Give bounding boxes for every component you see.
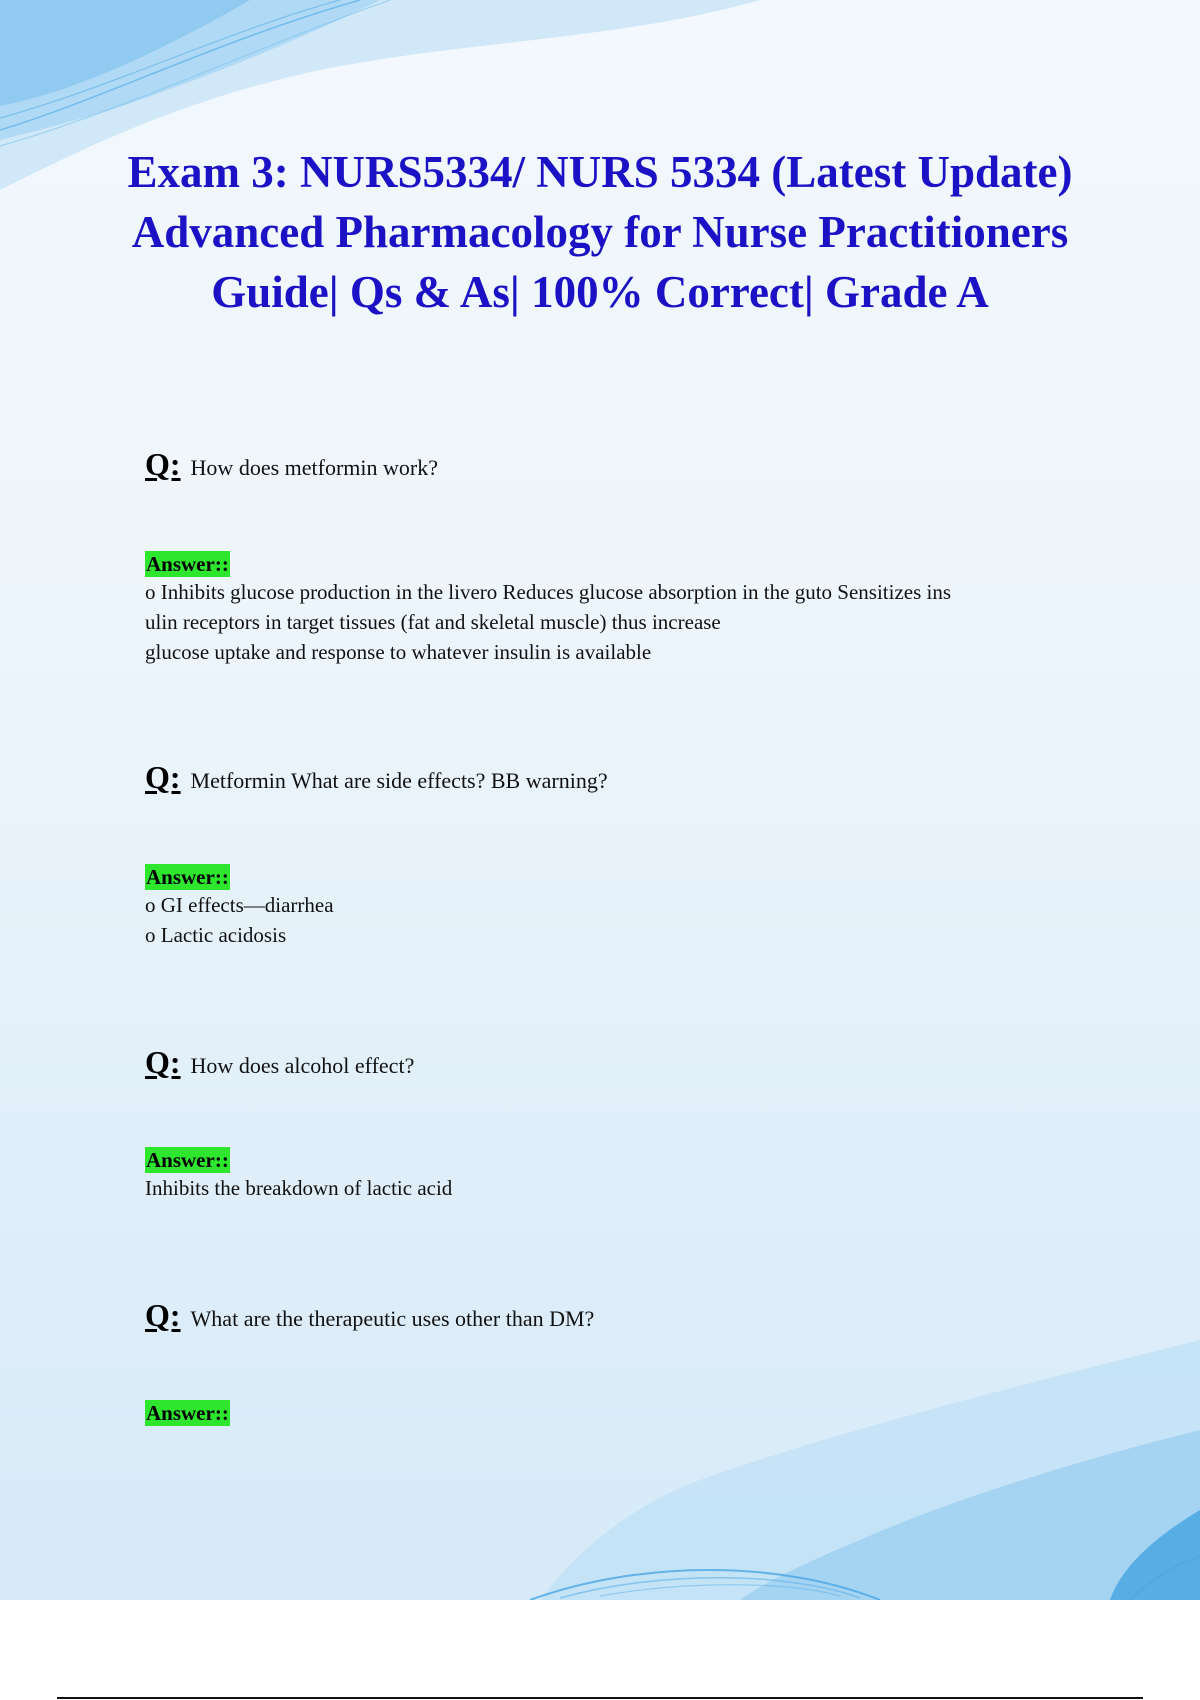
answer-3	[145, 1147, 1095, 1203]
answer-line: Inhibits the breakdown of lactic acid	[145, 1176, 453, 1200]
qa-item-3	[145, 1044, 1095, 1081]
answer-label: Answer::	[146, 865, 229, 889]
question-line	[145, 759, 1095, 796]
question-prefix: Q:	[145, 1297, 181, 1333]
answer-label: Answer::	[146, 1148, 229, 1172]
qa-item-2	[145, 759, 1095, 796]
answer-line: glucose uptake and response to whatever insulin is available	[145, 640, 652, 664]
document-title: Exam 3: NURS5334/ NURS 5334 (Latest Update) Advanced Pharmacology for Nurse Practitioners Guide| Qs & As| 100% Correct| Grade A	[127, 147, 1073, 317]
answer-label: Answer::	[146, 1401, 229, 1425]
answer-text	[145, 1173, 1095, 1203]
qa-item-1	[145, 446, 1095, 483]
answer-1	[145, 551, 1095, 667]
answer-line: o GI effects—diarrhea	[145, 893, 334, 917]
question-text: How does alcohol effect?	[190, 1053, 415, 1078]
answer-4	[145, 1400, 1095, 1426]
question-text: What are the therapeutic uses other than DM?	[190, 1306, 595, 1331]
answer-line: o Lactic acidosis	[145, 923, 287, 947]
question-prefix: Q:	[145, 759, 181, 795]
question-text: How does metformin work?	[190, 455, 438, 480]
question-prefix: Q:	[145, 1044, 181, 1080]
answer-text	[145, 577, 1095, 667]
answer-line: ulin receptors in target tissues (fat and skeletal muscle) thus increase	[145, 610, 721, 634]
qa-item-4	[145, 1297, 1095, 1334]
question-line	[145, 446, 1095, 483]
answer-text	[145, 890, 1095, 950]
answer-line: o Inhibits glucose production in the livero Reduces glucose absorption in the guto Sensitizes ins	[145, 580, 952, 604]
footer-rule	[57, 1697, 1143, 1699]
question-prefix: Q:	[145, 446, 181, 482]
question-line	[145, 1297, 1095, 1334]
answer-2	[145, 864, 1095, 950]
question-line	[145, 1044, 1095, 1081]
question-text: Metformin What are side effects? BB warning?	[190, 768, 608, 793]
answer-label: Answer::	[146, 552, 229, 576]
